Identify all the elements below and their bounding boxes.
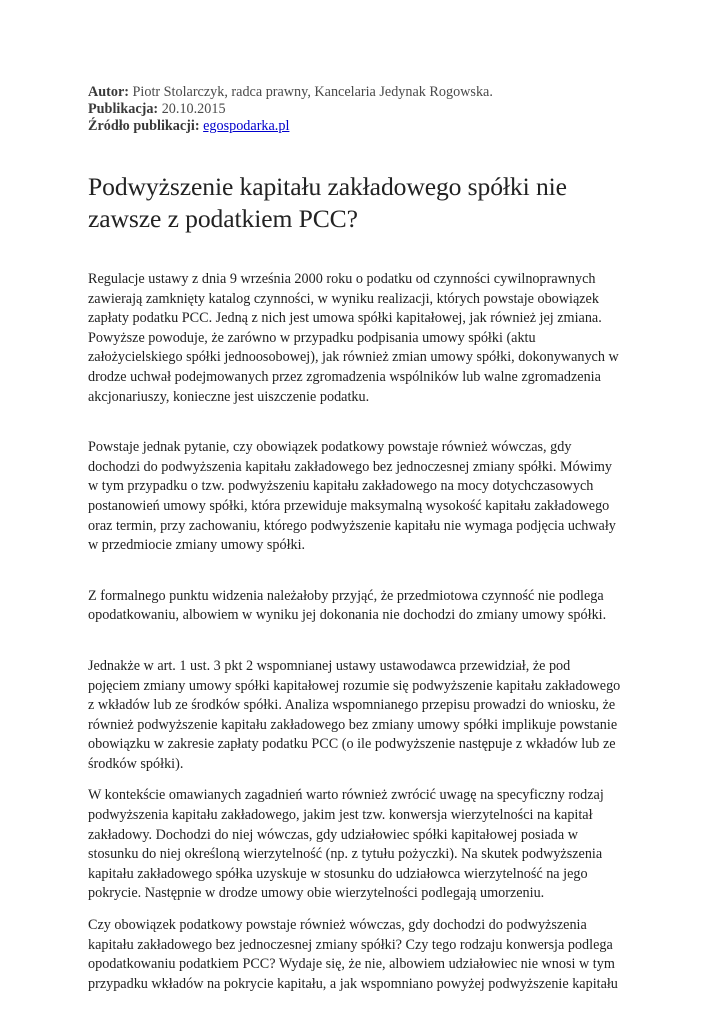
text-line: oraz termin, przy zachowaniu, którego podwyższenie kapitału nie wymaga podjęcia uchwały — [88, 517, 616, 534]
text-line: postanowień umowy spółki, która przewiduje maksymalną wysokość kapitału zakładowego — [88, 497, 610, 514]
author-value: Piotr Stolarczyk, radca prawny, Kancelaria Jedynak Rogowska. — [132, 84, 493, 100]
text-line: dochodzi do podwyższenia kapitału zakładowego bez jednoczesnej zmiany spółki. Mówimy — [88, 458, 612, 475]
text-line: podwyższenia kapitału zakładowego, jakim jest tzw. konwersja wierzytelności na kapitał — [88, 807, 593, 824]
text-line: również podwyższenie kapitału zakładowego bez zmiany umowy spółki implikuje powstanie — [88, 716, 618, 733]
paragraph-1 — [88, 270, 644, 407]
source-label: Źródło publikacji: — [88, 118, 200, 134]
text-line: założycielskiego spółki jednoosobowej), jak również zmian umowy spółki, dokonywanych w — [88, 349, 619, 366]
paragraph-4 — [88, 657, 644, 775]
text-line: kapitału zakładowego bez jednoczesnej zmiany spółki? Czy tego rodzaju konwersja podlega — [88, 936, 613, 953]
title-line: Podwyższenie kapitału zakładowego spółki nie — [88, 172, 567, 201]
article-meta — [88, 84, 644, 135]
paragraph-2 — [88, 438, 644, 556]
text-line: stosunku do niej określoną wierzytelność (np. z tytułu pożyczki). Na skutek podwyższenia — [88, 846, 603, 863]
text-line: Powyższe powoduje, że zarówno w przypadku podpisania umowy spółki (aktu — [88, 329, 536, 346]
publication-line — [88, 101, 644, 118]
text-line: Jednakże w art. 1 ust. 3 pkt 2 wspomnianej ustawy ustawodawca przewidział, że pod — [88, 657, 571, 674]
text-line: opodatkowaniu, albowiem w wyniku jej dokonania nie dochodzi do zmiany umowy spółki. — [88, 607, 607, 624]
document-page — [88, 84, 644, 994]
text-line: drodze uchwał podejmowanych przez zgromadzenia wspólników lub walne zgromadzenia — [88, 368, 601, 385]
text-line: W kontekście omawianych zagadnień warto również zwrócić uwagę na specyficzny rodzaj — [88, 787, 604, 804]
text-line: zapłaty podatku PCC. Jedną z nich jest umowa spółki kapitałowej, jak również jej zmiana. — [88, 310, 602, 327]
text-line: akcjonariuszy, konieczne jest uiszczenie podatku. — [88, 388, 370, 405]
text-line: Z formalnego punktu widzenia należałoby przyjąć, że przedmiotowa czynność nie podlega — [88, 587, 604, 604]
publication-label: Publikacja: — [88, 101, 159, 117]
author-line — [88, 84, 644, 101]
text-line: przypadku wkładów na pokrycie kapitału, a jak wspomniano powyżej podwyższenie kapitału — [88, 975, 618, 992]
source-link[interactable]: egospodarka.pl — [203, 118, 290, 134]
paragraph-5 — [88, 786, 644, 904]
text-line: w tym przypadku o tzw. podwyższeniu kapitału zakładowego na mocy dotychczasowych — [88, 478, 594, 495]
text-line: pojęciem zmiany umowy spółki kapitałowej rozumie się podwyższenie kapitału zakładowego — [88, 677, 621, 694]
text-line: w przedmiocie zmiany umowy spółki. — [88, 537, 306, 554]
text-line: zakładowy. Dochodzi do niej wówczas, gdy udziałowiec spółki kapitałowej posiada w — [88, 826, 578, 843]
text-line: Czy obowiązek podatkowy powstaje również wówczas, gdy dochodzi do podwyższenia — [88, 917, 587, 934]
text-line: z wkładów lub ze środków spółki. Analiza wspomnianego przepisu prowadzi do wniosku, że — [88, 697, 616, 714]
paragraph-3 — [88, 587, 644, 626]
text-line: Powstaje jednak pytanie, czy obowiązek podatkowy powstaje również wówczas, gdy — [88, 439, 572, 456]
text-line: zawierają zamknięty katalog czynności, w wyniku realizacji, których powstaje obowiązek — [88, 290, 599, 307]
text-line: obowiązku w zakresie zapłaty podatku PCC (o ile podwyższenie następuje z wkładów lub ze — [88, 736, 616, 753]
text-line: opodatkowaniu podatkiem PCC? Wydaje się, że nie, albowiem udziałowiec nie wnosi w tym — [88, 956, 615, 973]
paragraph-6 — [88, 916, 644, 994]
publication-date: 20.10.2015 — [161, 101, 226, 117]
title-line: zawsze z podatkiem PCC? — [88, 204, 358, 233]
text-line: kapitału zakładowego spółka uzyskuje w stosunku do udziałowca wierzytelność na jego — [88, 865, 588, 882]
text-line: pokrycie. Następnie w drodze umowy obie wierzytelności podlegają umorzeniu. — [88, 885, 545, 902]
author-label: Autor: — [88, 84, 129, 100]
source-line — [88, 118, 644, 135]
text-line: środków spółki). — [88, 755, 184, 772]
text-line: Regulacje ustawy z dnia 9 września 2000 roku o podatku od czynności cywilnoprawnych — [88, 271, 596, 287]
article-title — [88, 171, 644, 235]
